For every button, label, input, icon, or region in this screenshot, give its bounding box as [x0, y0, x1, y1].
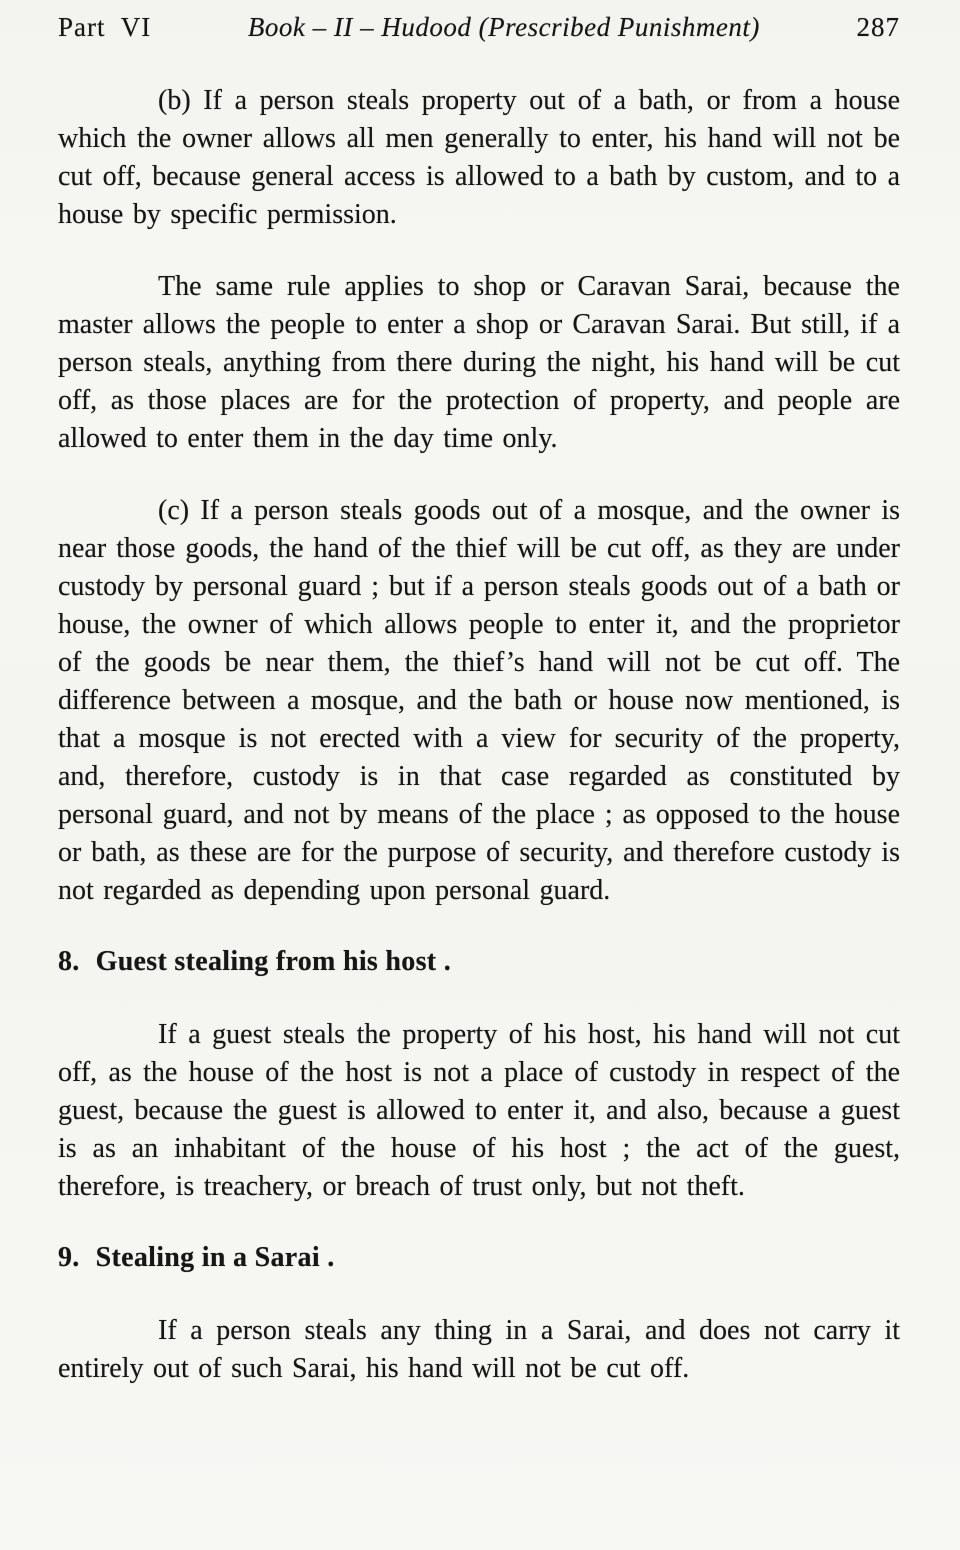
- part-label: Part VI: [58, 12, 152, 42]
- page-header: [58, 10, 900, 44]
- paragraph-shop-caravan-sarai: The same rule applies to shop or Caravan Sarai, because the master allows the people to enter a shop or Caravan Sarai. But still, if a person steals, anything from there during the night, his hand will be cut off, as those places are for the protection of property, and people are allowed to enter them in the day time only.: [58, 271, 900, 454]
- section-8-number: 8.: [58, 946, 80, 977]
- page-number: 287: [856, 12, 900, 42]
- section-8-title: Guest stealing from his host .: [95, 946, 451, 977]
- paragraph-c-mosque: (c) If a person steals goods out of a mosque, and the owner is near those goods, the hand of the thief will be cut off, as they are under custody by personal guard ; but if a person steals goods out of a bath or house, the owner of which allows people to enter it, and the proprietor of the goods be near them, the thief’s hand will not be cut off. The difference between a mosque, and the bath or house now mentioned, is that a mosque is not erected with a view for security of the property, and, therefore, custody is in that case regarded as constituted by personal guard, and not by means of the place ; as opposed to the house or bath, as these are for the purpose of security, and therefore custody is not regarded as depending upon personal guard.: [58, 495, 900, 906]
- section-9-number: 9.: [58, 1242, 80, 1273]
- paragraph-b-bath-house: (b) If a person steals property out of a bath, or from a house which the owner allows all men generally to enter, his hand will not be cut off, because general access is allowed to a bath by custom, and to a house by specific permission.: [58, 85, 900, 230]
- paragraph-guest-host: If a guest steals the property of his host, his hand will not cut off, as the house of the host is not a place of custody in respect of the guest, because the guest is allowed to enter it, and also, because a guest is as an inhabitant of the house of his host ; the act of the guest, therefore, is treachery, or breach of trust only, but not theft.: [58, 1019, 900, 1202]
- paragraph-stealing-in-sarai: If a person steals any thing in a Sarai, and does not carry it entirely out of such Sarai, his hand will not be cut off.: [58, 1315, 900, 1384]
- section-heading-9: [58, 1240, 900, 1276]
- running-title: Book – II – Hudood (Prescribed Punishment): [247, 12, 760, 42]
- page-body: [58, 82, 900, 1388]
- section-9-title: Stealing in a Sarai .: [95, 1242, 335, 1273]
- section-heading-8: [58, 944, 900, 980]
